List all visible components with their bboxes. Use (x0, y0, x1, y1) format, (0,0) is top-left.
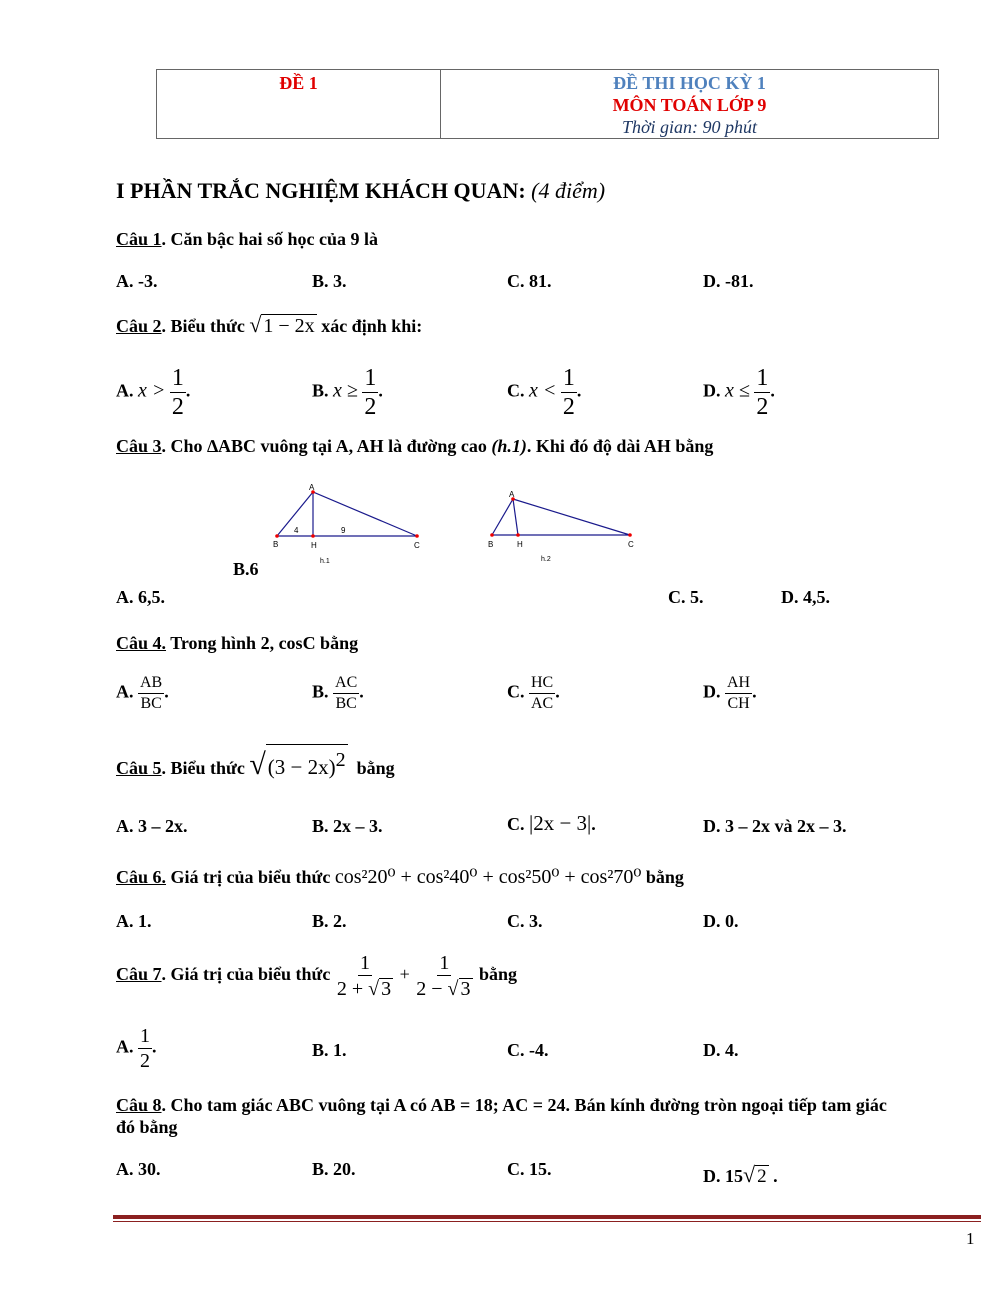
figure-h2 (482, 485, 652, 570)
option-letter: A. (116, 681, 134, 702)
denominator: 2 (562, 394, 575, 420)
option-c[interactable]: C. 81. (507, 271, 552, 291)
denominator-text: 2 + (336, 978, 369, 1000)
question-text: Giá trị của biểu thức (166, 867, 331, 887)
numerator: AB (138, 675, 164, 694)
option-a[interactable]: A. 30. (116, 1159, 161, 1179)
option-b[interactable]: B. 2. (312, 911, 347, 931)
option-letter: C. (507, 814, 525, 834)
question-label: Câu 4. (116, 633, 167, 653)
label-c: C (628, 540, 634, 549)
question-label: Câu 2 (116, 316, 162, 336)
trig-expression: cos²20⁰ + cos²40⁰ + cos²50⁰ + cos²70⁰ (334, 866, 642, 888)
sqrt-sign: √ (743, 1162, 756, 1187)
option-c[interactable]: C. x < $\frac{1}{2}$ . (507, 365, 582, 420)
denominator: CH (727, 695, 750, 712)
point-c (415, 534, 419, 538)
question-text-end: . Khi đó độ dài AH bằng (526, 436, 714, 456)
option-a[interactable]: A. 1. (116, 911, 152, 931)
point-b (490, 533, 494, 537)
inequality: x < (529, 379, 557, 402)
option-letter: D. (703, 681, 721, 702)
denominator: 2 (140, 1050, 150, 1072)
footer-rule (113, 1215, 981, 1219)
question-text: . Biểu thức (161, 758, 245, 778)
radicand: 3 (381, 978, 392, 1000)
radicand: 3 (460, 978, 471, 1000)
option-d[interactable]: D. 3 – 2x và 2x – 3. (703, 816, 847, 836)
exponent: 2 (335, 749, 346, 771)
fraction (754, 366, 770, 419)
fraction-2 (414, 953, 474, 999)
question-7 (116, 953, 517, 999)
label-c: C (414, 541, 420, 550)
question-label: Câu 8 (116, 1095, 162, 1115)
option-d[interactable]: D. 4. (703, 1040, 739, 1060)
radicand: 2 (757, 1166, 767, 1187)
figure-caption: h.1 (320, 558, 330, 565)
question-label: Câu 6. (116, 867, 167, 887)
label-a: A (509, 490, 515, 499)
denominator (414, 976, 474, 999)
option-a[interactable]: A. x > $\frac{1}{2}$ . (116, 365, 191, 420)
numerator: 1 (562, 365, 575, 391)
option-a[interactable]: A. $\frac{1}{2}$ . (116, 1025, 157, 1072)
header-table (156, 69, 939, 139)
subject-title: MÔN TOÁN LỚP 9 (612, 95, 767, 115)
option-b[interactable]: B. 1. (312, 1040, 347, 1060)
denominator-text: 2 − (416, 978, 448, 1000)
numerator: AH (725, 675, 752, 694)
denominator: 2 (756, 394, 769, 420)
question-8-cont: đó bằng (116, 1117, 178, 1137)
numerator: 1 (756, 365, 769, 391)
point-h (311, 534, 315, 538)
fraction (529, 675, 555, 712)
question-label: Câu 7 (116, 964, 162, 985)
question-text: . Căn bậc hai số học của 9 là (161, 229, 379, 249)
option-d[interactable]: D. x ≤ $\frac{1}{2}$ . (703, 365, 775, 420)
fraction (561, 366, 577, 419)
point-b (275, 534, 279, 538)
option-letter: C. (507, 380, 525, 401)
point-h (516, 533, 520, 537)
sqrt-sign: √ (447, 978, 459, 1000)
option-c[interactable]: C. -4. (507, 1040, 549, 1060)
label-h: H (517, 540, 523, 549)
question-text: . Biểu thức (161, 316, 245, 336)
option-b[interactable]: B.6 (233, 559, 259, 579)
denominator: BC (140, 695, 162, 712)
question-text-end: bằng (356, 758, 395, 778)
fraction (725, 675, 752, 712)
fraction (333, 675, 359, 712)
fraction (362, 366, 378, 419)
section-title: I PHẦN TRẮC NGHIỆM KHÁCH QUAN: (116, 178, 526, 203)
option-letter: B. (312, 681, 329, 702)
option-b[interactable]: B. x ≥ $\frac{1}{2}$ . (312, 365, 383, 420)
sqrt-sign: √ (368, 978, 380, 1000)
option-text: D. 15 (703, 1166, 743, 1186)
label-a: A (309, 483, 315, 492)
denominator (335, 976, 395, 999)
option-d[interactable]: D. $\frac{AH}{CH}$ . (703, 674, 757, 712)
page-number: 1 (966, 1229, 975, 1248)
exam-title: ĐỀ THI HỌC KỲ 1 (613, 73, 766, 93)
plus-sign: + (399, 964, 410, 985)
footer-rule-thin (113, 1221, 981, 1222)
question-5 (116, 744, 395, 782)
option-letter: A. (116, 1036, 134, 1057)
option-c[interactable]: C. $\frac{HC}{AC}$ . (507, 674, 560, 712)
fraction (138, 675, 164, 712)
abs-expression: |2x − 3| (529, 811, 592, 835)
option-letter: C. (507, 681, 525, 702)
question-label: Câu 1 (116, 229, 162, 249)
question-text: . Giá trị của biểu thức (161, 964, 331, 985)
denominator: BC (335, 695, 357, 712)
triangle (492, 499, 630, 535)
question-text: . Cho ∆ABC vuông tại A, AH là đường cao (161, 436, 487, 456)
denominator: AC (531, 695, 554, 712)
numerator: 1 (364, 365, 377, 391)
question-text-end: xác định khi: (321, 316, 423, 336)
question-4 (116, 633, 358, 654)
question-6 (116, 864, 684, 889)
section-points: (4 điểm) (531, 178, 606, 203)
fraction (170, 366, 186, 419)
altitude-line (513, 499, 518, 535)
question-3 (116, 436, 713, 457)
fraction (138, 1026, 152, 1071)
option-d[interactable]: D. 0. (703, 911, 739, 931)
figure-h1 (265, 480, 435, 570)
sqrt-sign: √ (249, 312, 262, 337)
option-letter: A. (116, 380, 134, 401)
inequality: x ≥ (333, 379, 358, 402)
option-b[interactable]: B. 2x – 3. (312, 816, 383, 836)
expression: (3 − 2x) (267, 755, 336, 779)
option-letter: D. (703, 380, 721, 401)
question-label: Câu 5 (116, 758, 162, 778)
denominator: 2 (364, 394, 377, 420)
exam-code: ĐỀ 1 (279, 73, 318, 93)
label-h: H (311, 541, 317, 550)
inequality: x ≤ (725, 379, 750, 402)
label-hc: 9 (341, 526, 346, 535)
denominator: 2 (171, 394, 184, 420)
question-text-end: bằng (479, 964, 518, 985)
question-text: . Cho tam giác ABC vuông tại A có AB = 18; AC = 24. Bán kính đường tròn ngoại tiếp tam giác (161, 1095, 887, 1115)
option-d[interactable]: D. -81. (703, 271, 754, 291)
option-c[interactable]: C. 3. (507, 911, 543, 931)
numerator: 1 (171, 365, 184, 391)
point-c (628, 533, 632, 537)
section-heading (116, 178, 605, 204)
header-right-cell (441, 70, 939, 139)
question-1 (116, 229, 378, 250)
numerator: 1 (359, 952, 370, 974)
option-a[interactable]: A. $\frac{AB}{BC}$ . (116, 674, 169, 712)
label-b: B (488, 540, 494, 549)
figure-ref: (h.1) (491, 436, 527, 456)
radicand (266, 744, 348, 780)
figure-caption: h.2 (541, 556, 551, 563)
sqrt-sign: √ (249, 748, 266, 781)
option-c[interactable]: C. 15. (507, 1159, 552, 1179)
option-c[interactable]: C. |2x − 3|. (507, 811, 596, 835)
question-2 (116, 312, 422, 338)
exam-time: Thời gian: 90 phút (621, 117, 758, 137)
question-text-end: bằng (645, 867, 684, 887)
option-b[interactable]: B. $\frac{AC}{BC}$ . (312, 674, 364, 712)
inequality: x > (138, 379, 166, 402)
option-a[interactable]: A. -3. (116, 271, 158, 291)
fraction-1 (335, 953, 395, 999)
header-left-cell (157, 70, 441, 139)
label-b: B (273, 540, 279, 549)
numerator: 1 (140, 1025, 150, 1047)
option-c[interactable]: C. 5. (668, 587, 704, 607)
question-label: Câu 3 (116, 436, 162, 456)
question-8 (116, 1095, 887, 1116)
option-d[interactable]: D. 15√ 2 . (703, 1162, 778, 1187)
label-bh: 4 (294, 526, 299, 535)
option-a[interactable]: A. 3 – 2x. (116, 816, 188, 836)
option-b[interactable]: B. 3. (312, 271, 347, 291)
option-d[interactable]: D. 4,5. (781, 587, 830, 607)
question-text: Trong hình 2, cosC bằng (166, 633, 359, 653)
option-b[interactable]: B. 20. (312, 1159, 356, 1179)
option-letter: B. (312, 380, 329, 401)
numerator: 1 (439, 952, 450, 974)
numerator: HC (529, 675, 555, 694)
radicand: 1 − 2x (263, 315, 315, 337)
numerator: AC (333, 675, 359, 694)
option-a[interactable]: A. 6,5. (116, 587, 165, 607)
